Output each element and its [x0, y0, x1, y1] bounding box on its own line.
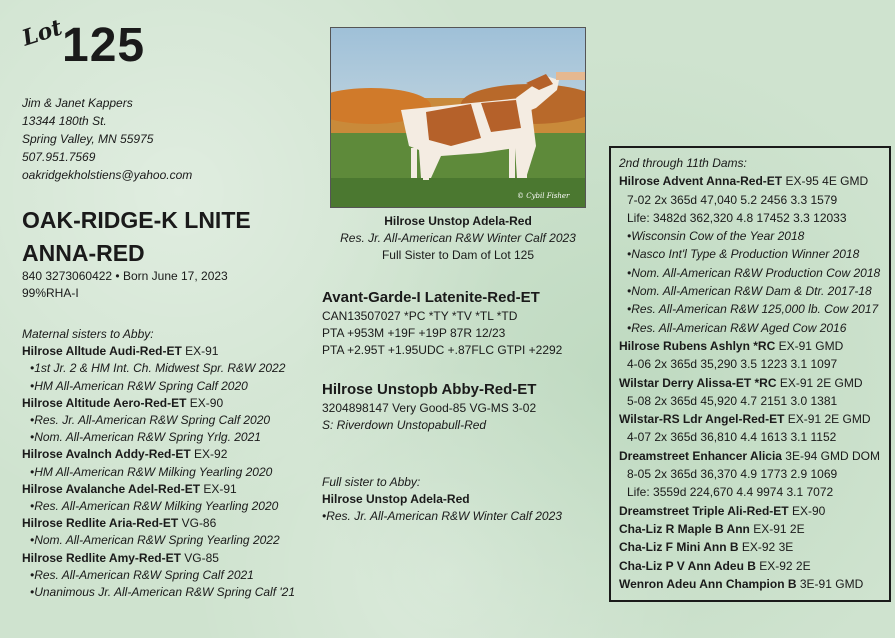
dam-ancestor-entry [619, 502, 881, 520]
dams-list [619, 172, 881, 593]
full-sister-heading: Full sister to Abby: [322, 475, 421, 489]
cow-photo-image [331, 28, 585, 207]
sire-name: Avant-Garde-I Latenite-Red-ET [322, 289, 540, 306]
ancestor-award: •Nom. All-American R&W Production Cow 2018 [627, 265, 881, 280]
sister-name: Hilrose Avalnch Addy-Red-ET [22, 447, 191, 462]
photo-caption [323, 213, 593, 264]
full-sister-block [322, 474, 562, 525]
ancestor-record: Life: 3482d 362,320 4.8 17452 3.3 12033 [627, 210, 847, 225]
ancestor-name: Wilstar Derry Alissa-ET *RC [619, 375, 777, 390]
dam-ancestor-entry [619, 575, 881, 593]
ancestor-score: EX-92 2E [755, 558, 811, 573]
dams-heading: 2nd through 11th Dams: [619, 156, 747, 170]
ancestor-score: 3E-94 GMD DOM [781, 448, 880, 463]
sister-score: VG-86 [178, 516, 217, 531]
ancestor-name: Cha-Liz F Mini Ann B [619, 540, 739, 555]
cow-name-line2: ANNA-RED [22, 240, 145, 266]
sister-list [22, 343, 295, 601]
sister-entry [22, 343, 295, 360]
dam-block [322, 380, 536, 434]
ancestor-record: 4-07 2x 365d 36,810 4.4 1613 3.1 1152 [627, 430, 837, 445]
sister-note: •Res. Jr. All-American R&W Spring Calf 2020 [30, 413, 271, 428]
owner-address: 13344 180th St. [22, 114, 107, 128]
sire-line1: CAN13507027 *PC *TY *TV *TL *TD [322, 309, 518, 323]
sister-note: •Nom. All-American R&W Spring Yearling 2022 [30, 533, 280, 548]
dam-line2: S: Riverdown Unstopabull-Red [322, 418, 487, 432]
lot-number: 125 [62, 19, 146, 72]
lot-label: Lot [18, 14, 66, 52]
owner-names: Jim & Janet Kappers [22, 96, 133, 110]
caption-name: Hilrose Unstop Adela-Red [384, 214, 532, 228]
cow-photo [330, 27, 586, 208]
sister-score: EX-91 [200, 481, 237, 496]
ancestor-score: EX-95 4E GMD [782, 174, 869, 189]
ancestor-name: Wilstar-RS Ldr Angel-Red-ET [619, 412, 785, 427]
sister-note: •HM All-American R&W Spring Calf 2020 [30, 378, 248, 393]
sire-line2: PTA +953M +19F +19P 87R 12/23 [322, 326, 506, 340]
owner-phone: 507.951.7569 [22, 150, 96, 164]
sister-name: Hilrose Redlite Aria-Red-ET [22, 516, 179, 531]
ancestor-name: Cha-Liz R Maple B Ann [619, 521, 750, 536]
ancestor-name: Wenron Adeu Ann Champion B [619, 576, 797, 591]
ancestor-name: Cha-Liz P V Ann Adeu B [619, 558, 756, 573]
registration-line: 840 3273060422 • Born June 17, 2023 [22, 269, 228, 283]
dam-ancestor-entry [619, 520, 881, 538]
sister-score: EX-92 [190, 447, 228, 462]
ancestor-score: EX-91 2E GMD [784, 412, 871, 427]
full-sister-note: •Res. Jr. All-American R&W Winter Calf 2023 [322, 509, 562, 523]
dam-name: Hilrose Unstopb Abby-Red-ET [322, 381, 537, 398]
ancestor-name: Hilrose Advent Anna-Red-ET [619, 174, 783, 189]
ancestor-name: Hilrose Rubens Ashlyn *RC [619, 338, 776, 353]
sister-score: EX-90 [186, 395, 224, 410]
ancestor-score: 3E-91 GMD [796, 576, 864, 591]
sire-line3: PTA +2.95T +1.95UDC +.87FLC GTPI +2292 [322, 343, 563, 357]
sister-name: Hilrose Avalanche Adel-Red-ET [22, 481, 201, 496]
owner-email[interactable]: oakridgekholstiens@yahoo.com [22, 168, 193, 182]
ancestor-name: Dreamstreet Triple Ali-Red-ET [619, 503, 789, 518]
sister-score: VG-85 [180, 550, 219, 565]
dam-ancestor-entry [619, 557, 881, 575]
dam-ancestor-entry [619, 447, 881, 465]
sister-note: •Res. All-American R&W Spring Calf 2021 [30, 567, 254, 582]
dam-ancestor-entry [619, 337, 881, 355]
dam-ancestor-entry [619, 538, 881, 556]
dam-ancestor-entry [619, 172, 881, 190]
ancestor-record: 4-06 2x 365d 35,290 3.5 1223 3.1 1097 [627, 357, 838, 372]
rha-line: 99%RHA-I [22, 286, 79, 300]
ancestor-award: •Nasco Int'l Type & Production Winner 2018 [627, 247, 860, 262]
dam-line1: 3204898147 Very Good-85 VG-MS 3-02 [322, 401, 537, 415]
ancestor-record: 5-08 2x 365d 45,920 4.7 2151 3.0 1381 [627, 393, 838, 408]
sister-note: •Unanimous Jr. All-American R&W Spring Calf '21 [30, 585, 296, 600]
ancestor-award: •Nom. All-American R&W Dam & Dtr. 2017-18 [627, 284, 872, 299]
ancestor-name: Dreamstreet Enhancer Alicia [619, 448, 782, 463]
caption-note: Full Sister to Dam of Lot 125 [381, 248, 535, 262]
ancestor-award: •Res. All-American R&W Aged Cow 2016 [627, 320, 847, 335]
ancestor-score: EX-91 2E [749, 521, 805, 536]
dams-box [609, 146, 891, 602]
sister-entry [22, 481, 295, 498]
sister-name: Hilrose Alltude Audi-Red-ET [22, 344, 182, 359]
maternal-heading: Maternal sisters to Abby: [22, 327, 154, 341]
full-sister-name: Hilrose Unstop Adela-Red [322, 492, 470, 506]
photographer-mark: © Cybil Fisher [517, 192, 570, 200]
maternal-sisters [22, 326, 295, 601]
sister-note: •HM All-American R&W Milking Yearling 2020 [30, 464, 273, 479]
sire-block [322, 288, 562, 359]
caption-award: Res. Jr. All-American R&W Winter Calf 2023 [340, 231, 576, 245]
ancestor-award: •Res. All-American R&W 125,000 lb. Cow 2017 [627, 302, 879, 317]
ancestor-score: EX-92 3E [738, 540, 794, 555]
cow-name-line1: OAK-RIDGE-K LNITE [22, 207, 251, 233]
ancestor-record: 7-02 2x 365d 47,040 5.2 2456 3.3 1579 [627, 192, 838, 207]
cow-name [22, 204, 251, 270]
sister-name: Hilrose Altitude Aero-Red-ET [22, 395, 187, 410]
ancestor-score: EX-91 2E GMD [776, 375, 863, 390]
sister-entry [22, 550, 295, 567]
ancestor-score: EX-91 GMD [775, 338, 844, 353]
ancestor-score: EX-90 [788, 503, 826, 518]
owner-contact [22, 94, 192, 184]
ancestor-record: 8-05 2x 365d 36,370 4.9 1773 2.9 1069 [627, 467, 838, 482]
ancestor-record: Life: 3559d 224,670 4.4 9974 3.1 7072 [627, 485, 834, 500]
sister-note: •Nom. All-American R&W Spring Yrlg. 2021 [30, 430, 261, 445]
sister-note: •Res. All-American R&W Milking Yearling 2020 [30, 499, 279, 514]
sister-entry [22, 395, 295, 412]
dam-ancestor-entry [619, 410, 881, 428]
dam-ancestor-entry [619, 374, 881, 392]
sister-entry [22, 446, 295, 463]
ancestor-award: •Wisconsin Cow of the Year 2018 [627, 229, 805, 244]
registration-block [22, 268, 228, 302]
owner-city: Spring Valley, MN 55975 [22, 132, 154, 146]
sister-name: Hilrose Redlite Amy-Red-ET [22, 550, 181, 565]
sister-score: EX-91 [181, 344, 219, 359]
sister-entry [22, 515, 295, 532]
sister-note: •1st Jr. 2 & HM Int. Ch. Midwest Spr. R&W 2022 [30, 361, 286, 376]
